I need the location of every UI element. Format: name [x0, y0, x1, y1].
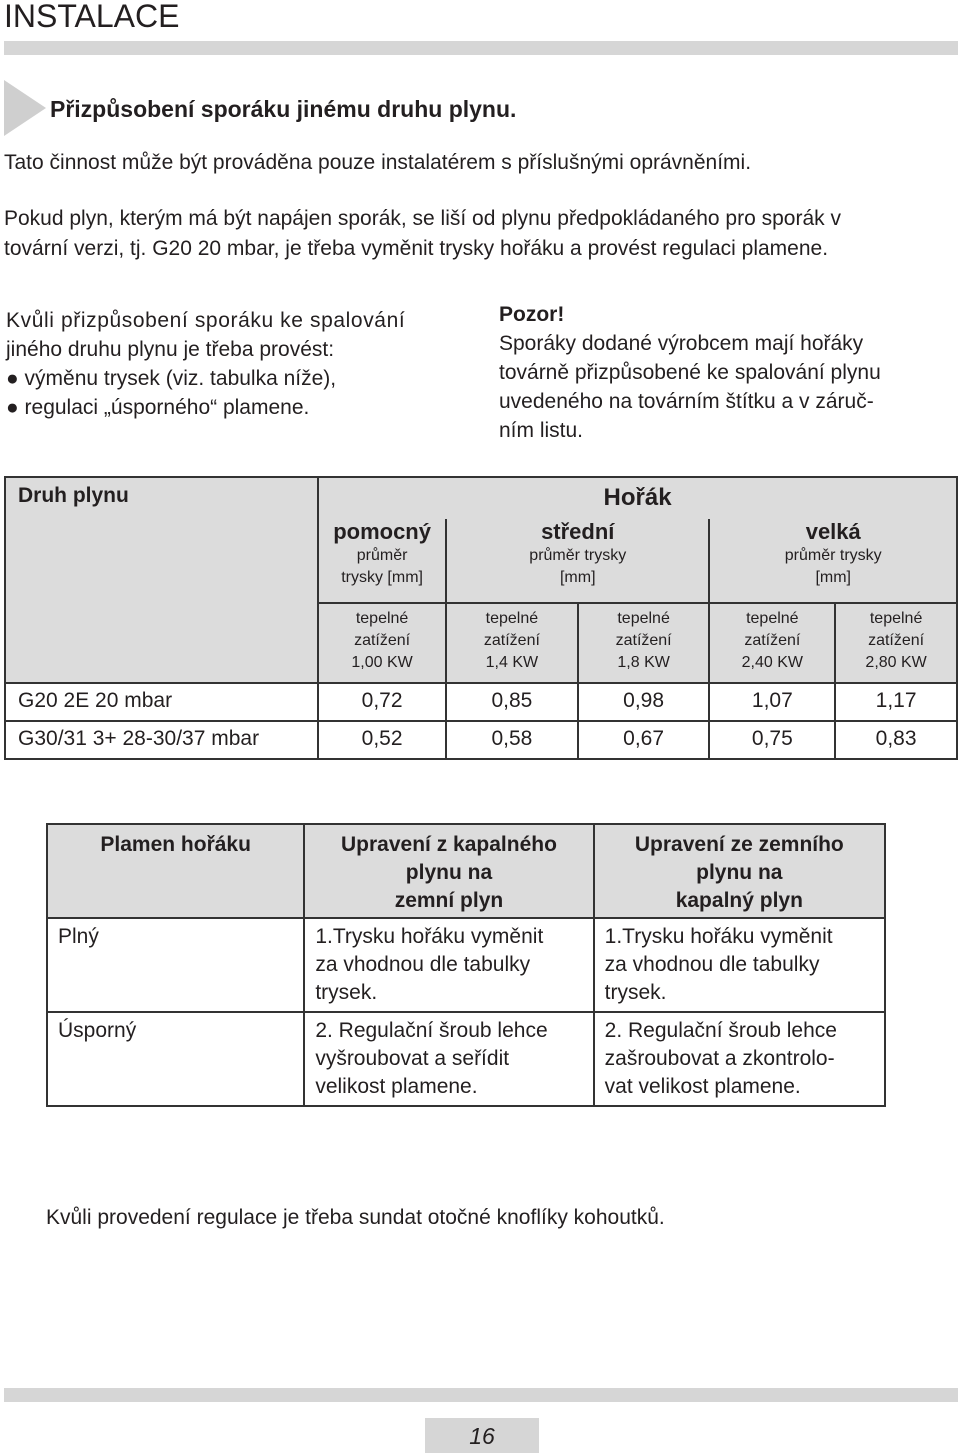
header-line: plynu na [696, 861, 783, 884]
burner-auxiliary-sub: průměr [356, 547, 408, 564]
footer-rule [4, 1388, 958, 1402]
cell-line: zašroubovat a zkontrolo- [604, 1047, 835, 1070]
cell-line: vat velikost plamene. [604, 1075, 801, 1098]
header-line: Upravení z kapalného [341, 833, 557, 856]
flame-header: Plamen hořáku [47, 824, 304, 918]
burner-large-sub: [mm] [815, 569, 851, 586]
load-label: zatížení [744, 632, 801, 649]
natural-to-lpg-header [594, 824, 885, 918]
header-rule [4, 41, 958, 55]
load-cell [446, 603, 578, 683]
cell-line: velikost plamene. [315, 1075, 478, 1098]
load-value: 1,4 KW [485, 654, 539, 671]
adaptation-steps [6, 306, 476, 422]
cell-line: 1.Trysku hořáku vyměnit [315, 925, 544, 948]
gas-type-header: Druh plynu [5, 477, 318, 683]
adaptation-line: jiného druhu plynu je třeba provést: [6, 338, 335, 361]
load-label: tepelné [485, 610, 539, 627]
nozzle-table [4, 476, 958, 760]
load-value: 1,00 KW [351, 654, 413, 671]
cell-line: 2. Regulační šroub lehce [315, 1019, 548, 1042]
table-row [47, 918, 885, 1012]
burner-medium-header [446, 519, 709, 603]
warning-line: Sporáky dodané výrobcem mají hořáky [499, 332, 864, 355]
table-row [5, 683, 957, 721]
flame-full-label: Plný [47, 918, 304, 1012]
nozzle-value: 0,75 [709, 721, 835, 759]
burner-auxiliary-sub: trysky [mm] [341, 569, 423, 586]
nozzle-value: 0,85 [446, 683, 578, 721]
burner-medium-sub: průměr trysky [529, 547, 627, 564]
load-label: zatížení [615, 632, 672, 649]
burner-large-sub: průměr trysky [784, 547, 882, 564]
table-row [5, 721, 957, 759]
load-label: zatížení [483, 632, 540, 649]
table-row [47, 1012, 885, 1106]
cell-line: za vhodnou dle tabulky [315, 953, 531, 976]
flame-economy-natural-to-lpg [594, 1012, 885, 1106]
load-label: tepelné [617, 610, 670, 627]
page-number: 16 [425, 1418, 539, 1453]
adaptation-line: Kvůli přizpůsobení sporáku ke spalování [6, 309, 406, 332]
warning-note [499, 300, 949, 445]
warning-line: uvedeného na továrním štítku a v záruč- [499, 390, 874, 413]
header-line: plynu na [405, 861, 493, 884]
header-line: kapalný plyn [675, 889, 803, 912]
nozzle-value: 1,07 [709, 683, 835, 721]
load-label: tepelné [869, 610, 923, 627]
section-heading: Přizpůsobení sporáku jinému druhu plynu. [50, 96, 517, 122]
footer-note: Kvůli provedení regulace je třeba sundat otočné knoflíky kohoutků. [46, 1206, 665, 1229]
lpg-to-natural-header [304, 824, 593, 918]
flame-economy-lpg-to-natural [304, 1012, 593, 1106]
burner-medium-sub: [mm] [559, 569, 596, 586]
flame-full-natural-to-lpg [594, 918, 885, 1012]
cell-line: trysek. [315, 981, 378, 1004]
page-title: INSTALACE [4, 0, 180, 34]
warning-line: továrně přizpůsobené ke spalování plynu [499, 361, 881, 384]
load-value: 1,8 KW [617, 654, 670, 671]
paragraph-gas-difference-1: Pokud plyn, kterým má být napájen sporák, se liší od plynu předpokládaného pro sporák v [4, 207, 841, 230]
warning-label: Pozor! [499, 303, 565, 326]
load-value: 2,80 KW [865, 654, 927, 671]
adaptation-bullet: ● výměnu trysek (viz. tabulka níže), [6, 367, 337, 390]
load-label: tepelné [746, 610, 799, 627]
cell-line: 1.Trysku hořáku vyměnit [604, 925, 833, 948]
cell-line: trysek. [604, 981, 667, 1004]
nozzle-value: 0,58 [446, 721, 578, 759]
load-label: zatížení [868, 632, 925, 649]
nozzle-value: 1,17 [835, 683, 957, 721]
load-cell [318, 603, 446, 683]
cell-line: 2. Regulační šroub lehce [604, 1019, 837, 1042]
header-line: zemní plyn [394, 889, 504, 912]
load-cell [578, 603, 710, 683]
adaptation-bullet: ● regulaci „úsporného“ plamene. [6, 396, 310, 419]
nozzle-value: 0,52 [318, 721, 446, 759]
nozzle-value: 0,83 [835, 721, 957, 759]
load-cell [709, 603, 835, 683]
flame-adjustment-table [46, 823, 886, 1107]
load-cell [835, 603, 957, 683]
burner-header: Hořák [318, 477, 957, 519]
burner-auxiliary-name: pomocný [333, 519, 431, 544]
paragraph-gas-difference-2: tovární verzi, tj. G20 20 mbar, je třeba vyměnit trysky hořáku a provést regulaci plamene. [4, 237, 829, 260]
burner-medium-name: střední [541, 519, 615, 544]
load-label: zatížení [354, 632, 411, 649]
gas-name: G20 2E 20 mbar [5, 683, 318, 721]
burner-large-name: velká [805, 519, 861, 544]
cell-line: za vhodnou dle tabulky [604, 953, 820, 976]
header-line: Upravení ze zemního [634, 833, 844, 856]
burner-auxiliary-header [318, 519, 446, 603]
load-value: 2,40 KW [741, 654, 804, 671]
triangle-marker-icon [4, 80, 46, 136]
burner-large-header [709, 519, 957, 603]
paragraph-installer-only: Tato činnost může být prováděna pouze instalatérem s příslušnými oprávněními. [4, 151, 752, 174]
flame-economy-label: Úsporný [47, 1012, 304, 1106]
gas-name: G30/31 3+ 28-30/37 mbar [5, 721, 318, 759]
nozzle-value: 0,98 [578, 683, 710, 721]
nozzle-value: 0,72 [318, 683, 446, 721]
cell-line: vyšroubovat a seřídit [315, 1047, 510, 1070]
warning-line: ním listu. [499, 419, 584, 442]
load-label: tepelné [355, 610, 409, 627]
nozzle-value: 0,67 [578, 721, 710, 759]
flame-full-lpg-to-natural [304, 918, 593, 1012]
